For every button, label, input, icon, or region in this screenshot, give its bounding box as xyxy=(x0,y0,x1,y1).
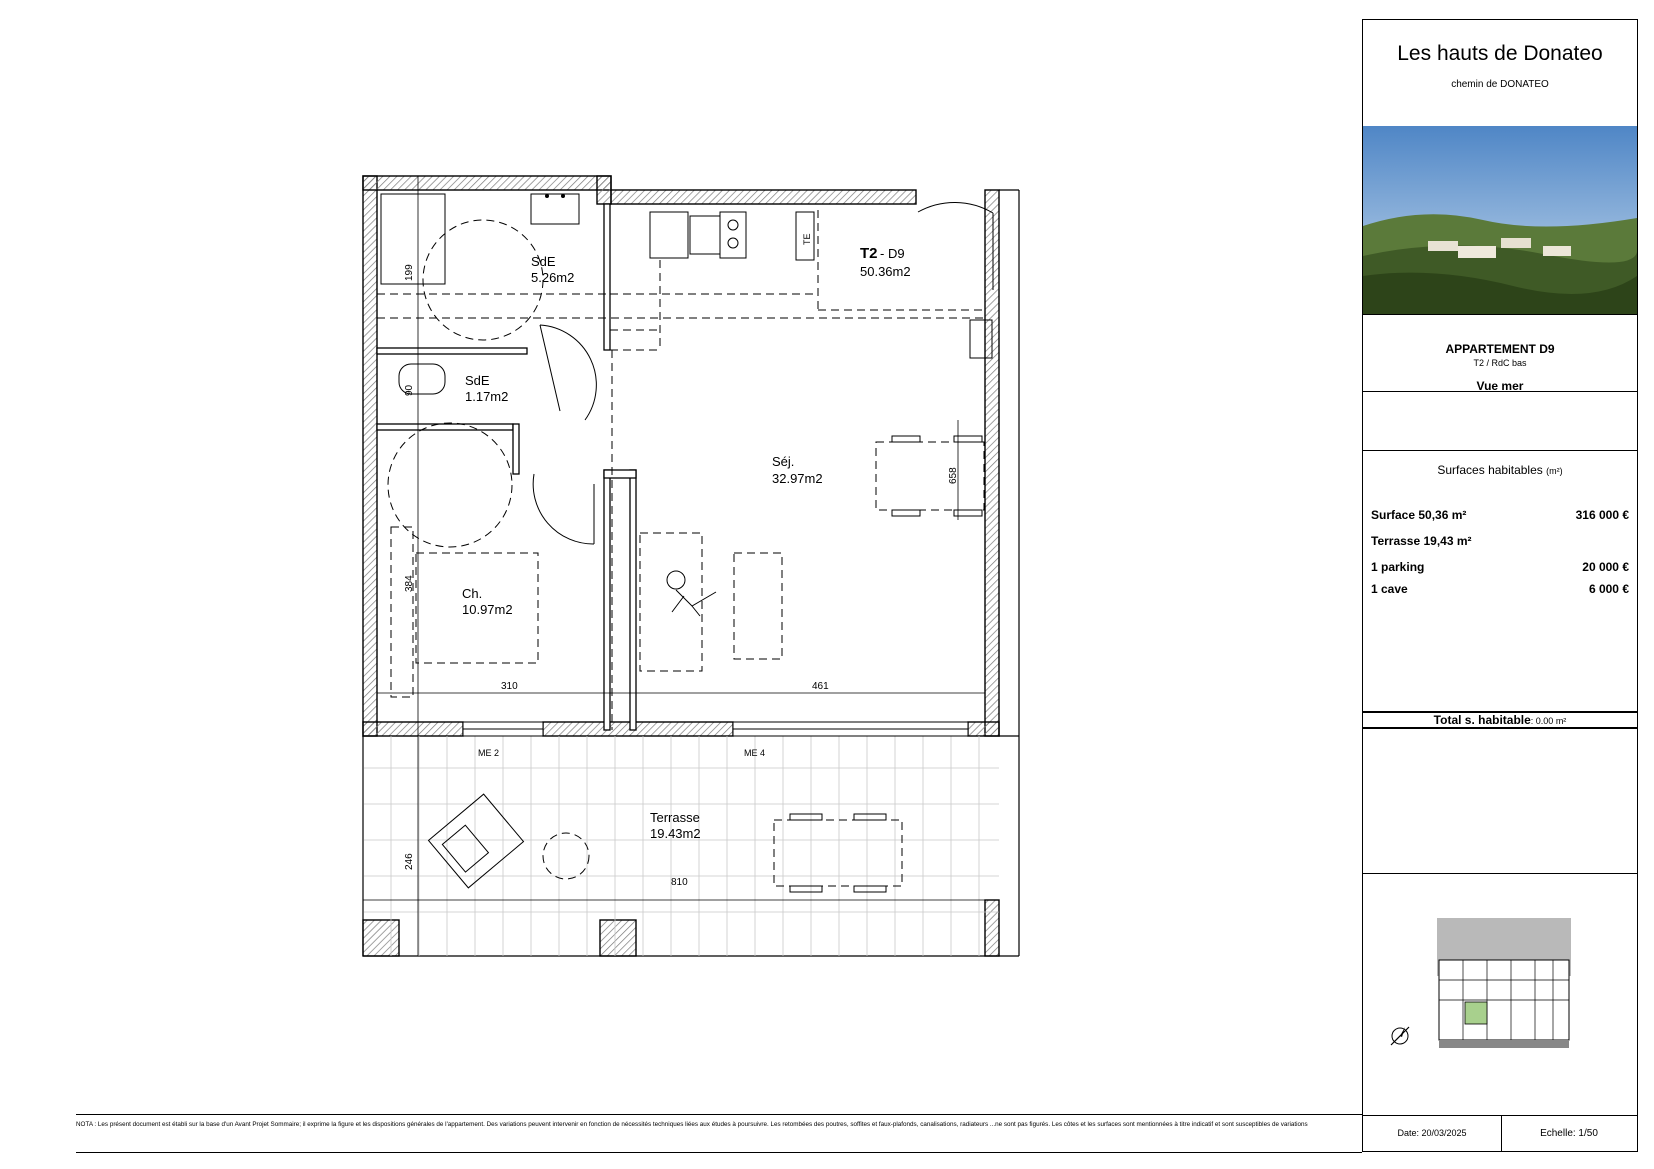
apartment-name: APPARTEMENT D9 xyxy=(1445,342,1555,356)
price-label: 1 cave xyxy=(1371,582,1408,596)
unit-area: 50.36m2 xyxy=(860,264,911,279)
price-row-parking xyxy=(1371,560,1629,574)
price-amount: 6 000 € xyxy=(1588,582,1629,596)
apartment-type: T2 / RdC bas xyxy=(1473,358,1527,368)
drawing-scale: Echelle: 1/50 xyxy=(1540,1128,1598,1139)
price-label: Surface 50,36 m² xyxy=(1371,508,1467,522)
room-area-sde-2: 1.17m2 xyxy=(465,389,509,404)
project-title: Les hauts de Donateo xyxy=(1397,42,1603,65)
terrace-tiles xyxy=(364,736,999,956)
surfaces-heading xyxy=(1363,463,1637,477)
dimension-labels xyxy=(404,233,959,888)
window-me2: ME 2 xyxy=(478,748,500,758)
price-label: Terrasse 19,43 m² xyxy=(1371,534,1472,548)
equipment-te: TE xyxy=(802,233,812,245)
disclaimer-note: NOTA : Les présent document est établi sur la base d'un Avant Projet Sommaire; il exprime la figure et les dispositions générales de l'appartement. Des variations peuvent intervenir en fonction de nécessités techniques liées aux études à poursuivre. Les retombées des poutres, soffites et faux-plafonds, canalisations, radiateurs ...ne sont pas figurés. Les côtes et les surfaces sont mentionnées à titre indicatif et sont susceptibles de variations xyxy=(76,1121,1308,1128)
total-surface-bar xyxy=(1363,711,1637,729)
compass-icon xyxy=(1387,1023,1413,1049)
room-name-sde-1: SdE xyxy=(531,254,556,269)
dim-310: 310 xyxy=(501,681,518,692)
surfaces-unit: (m²) xyxy=(1546,466,1563,476)
highlighted-unit xyxy=(1465,1002,1487,1024)
room-area-terrasse: 19.43m2 xyxy=(650,826,701,841)
dim-90: 90 xyxy=(404,384,415,396)
room-area-sde-1: 5.26m2 xyxy=(531,270,575,285)
dim-246: 246 xyxy=(404,853,415,870)
room-name-terrasse: Terrasse xyxy=(650,810,700,825)
site-thumbnail xyxy=(1383,910,1603,1060)
room-area-sejour: 32.97m2 xyxy=(772,471,823,486)
room-name-sejour: Séj. xyxy=(772,454,795,469)
drawing-date: Date: 20/03/2025 xyxy=(1397,1128,1467,1138)
apartment-view: Vue mer xyxy=(1476,379,1524,393)
window-me4: ME 4 xyxy=(744,748,766,758)
room-name-sde-2: SdE xyxy=(465,373,490,388)
room-name-chambre: Ch. xyxy=(462,586,483,601)
price-row-surface xyxy=(1371,508,1629,522)
price-row-cave xyxy=(1371,582,1629,596)
dim-384: 384 xyxy=(404,575,415,592)
title-block xyxy=(1362,19,1638,1152)
unit-code: - D9 xyxy=(880,246,905,261)
total-label: Total s. habitable xyxy=(1433,713,1531,727)
room-labels xyxy=(462,245,911,841)
unit-prefix: T2 xyxy=(860,245,878,262)
price-row-terrasse xyxy=(1371,534,1629,548)
room-area-chambre: 10.97m2 xyxy=(462,602,513,617)
price-amount: 20 000 € xyxy=(1582,560,1629,574)
surfaces-heading-text: Surfaces habitables xyxy=(1437,463,1543,477)
dim-810: 810 xyxy=(671,877,688,888)
price-label: 1 parking xyxy=(1371,560,1425,574)
project-address: chemin de DONATEO xyxy=(1451,79,1549,90)
price-amount: 316 000 € xyxy=(1575,508,1629,522)
dim-199: 199 xyxy=(404,264,415,281)
project-photo xyxy=(1363,126,1637,314)
total-value: : 0.00 m² xyxy=(1530,716,1567,726)
dim-658: 658 xyxy=(948,467,959,484)
dim-461: 461 xyxy=(812,681,829,692)
